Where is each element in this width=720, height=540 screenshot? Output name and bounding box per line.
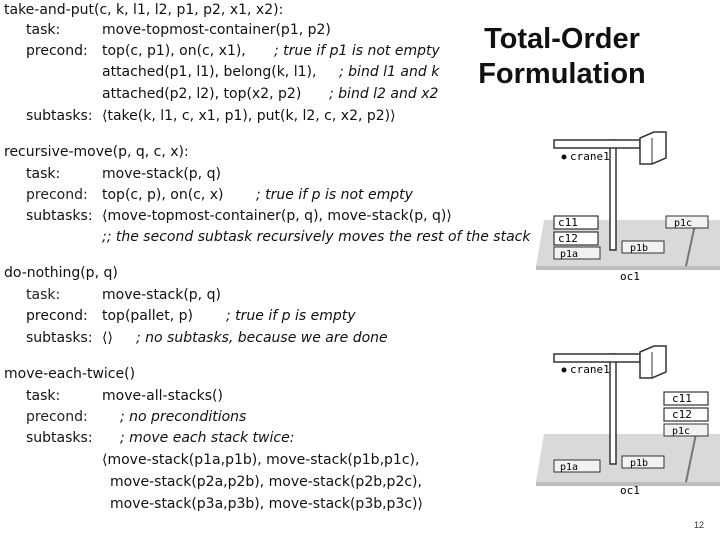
subtasks-label: subtasks: xyxy=(26,330,93,346)
method-head: move-each-twice() xyxy=(4,366,136,382)
title-line-1: Total-Order xyxy=(484,23,640,55)
slide-title xyxy=(462,22,662,92)
task-text: move-stack(p, q) xyxy=(102,287,221,303)
precond-code: top(c, p), on(c, x) xyxy=(102,187,224,203)
subtasks-comment: ; no subtasks, because we are done xyxy=(136,330,388,346)
pile-label: p1b xyxy=(630,458,649,469)
precond-code: attached(p2, l2), top(x2, p2) xyxy=(102,86,302,102)
precond-label: precond: xyxy=(26,43,88,59)
subtasks-text: ⟨take(k, l1, c, x1, p1), put(k, l2, c, x2, p2)⟩ xyxy=(102,108,396,124)
crane-label: crane1 xyxy=(570,150,610,163)
precond-comment: ; true if p is not empty xyxy=(256,187,413,203)
crane-diagram-after xyxy=(536,344,720,504)
precond-comment: ; true if p1 is not empty xyxy=(274,43,440,59)
crane-hook xyxy=(562,155,567,160)
subtasks-label: subtasks: xyxy=(26,430,93,446)
container-label: c12 xyxy=(558,232,578,245)
container-label: c12 xyxy=(672,408,692,421)
subtasks-label: subtasks: xyxy=(26,108,93,124)
precond-code: top(pallet, p) xyxy=(102,308,193,324)
crane-cab xyxy=(640,346,666,378)
task-text: move-all-stacks() xyxy=(102,388,223,404)
precond-comment: ; bind l2 and x2 xyxy=(329,86,439,102)
precond-label: precond: xyxy=(26,187,88,203)
subtask-line: move-stack(p3a,p3b), move-stack(p3b,p3c)⟩ xyxy=(110,496,423,512)
method-head: recursive-move(p, q, c, x): xyxy=(4,144,189,160)
precond-comment: ; no preconditions xyxy=(120,409,247,425)
precond-label: precond: xyxy=(26,409,88,425)
method-head: take-and-put(c, k, l1, l2, p1, p2, x1, x2): xyxy=(4,2,284,18)
pile-label: p1b xyxy=(630,243,649,254)
method-note: ;; the second subtask recursively moves the rest of the stack xyxy=(102,229,531,245)
crane-cab xyxy=(640,132,666,164)
task-label: task: xyxy=(26,388,61,404)
pile-label: p1a xyxy=(560,462,579,473)
subtasks-comment: ; move each stack twice: xyxy=(120,430,295,446)
crane-label: crane1 xyxy=(570,363,610,376)
page-number: 12 xyxy=(694,520,705,530)
crane-diagram-before xyxy=(536,128,720,288)
method-head: do-nothing(p, q) xyxy=(4,265,118,281)
pile-label: p1a xyxy=(560,249,579,260)
subtasks-text: ⟨⟩ xyxy=(102,330,113,346)
location-label: oc1 xyxy=(620,484,640,497)
container-label: c11 xyxy=(672,392,692,405)
crane-post xyxy=(610,140,616,250)
task-text: move-topmost-container(p1, p2) xyxy=(102,22,331,38)
precond-label: precond: xyxy=(26,308,88,324)
crane-hook xyxy=(562,368,567,373)
subtasks-label: subtasks: xyxy=(26,208,93,224)
subtask-line: move-stack(p2a,p2b), move-stack(p2b,p2c), xyxy=(110,474,422,490)
crane-post xyxy=(610,354,616,464)
location-label: oc1 xyxy=(620,270,640,283)
task-label: task: xyxy=(26,287,61,303)
container-label: c11 xyxy=(558,216,578,229)
subtask-line: ⟨move-stack(p1a,p1b), move-stack(p1b,p1c), xyxy=(102,452,420,468)
title-line-2: Formulation xyxy=(478,58,646,90)
pile-label: p1c xyxy=(672,426,691,437)
precond-comment: ; true if p is empty xyxy=(226,308,356,324)
subtasks-text: ⟨move-topmost-container(p, q), move-stack(p, q)⟩ xyxy=(102,208,452,224)
task-text: move-stack(p, q) xyxy=(102,166,221,182)
crane-boom xyxy=(554,354,640,362)
precond-code: top(c, p1), on(c, x1), xyxy=(102,43,246,59)
crane-boom xyxy=(554,140,640,148)
precond-comment: ; bind l1 and k xyxy=(339,64,440,80)
pile-label: p1c xyxy=(674,218,693,229)
task-label: task: xyxy=(26,22,61,38)
precond-code: attached(p1, l1), belong(k, l1), xyxy=(102,64,317,80)
task-label: task: xyxy=(26,166,61,182)
